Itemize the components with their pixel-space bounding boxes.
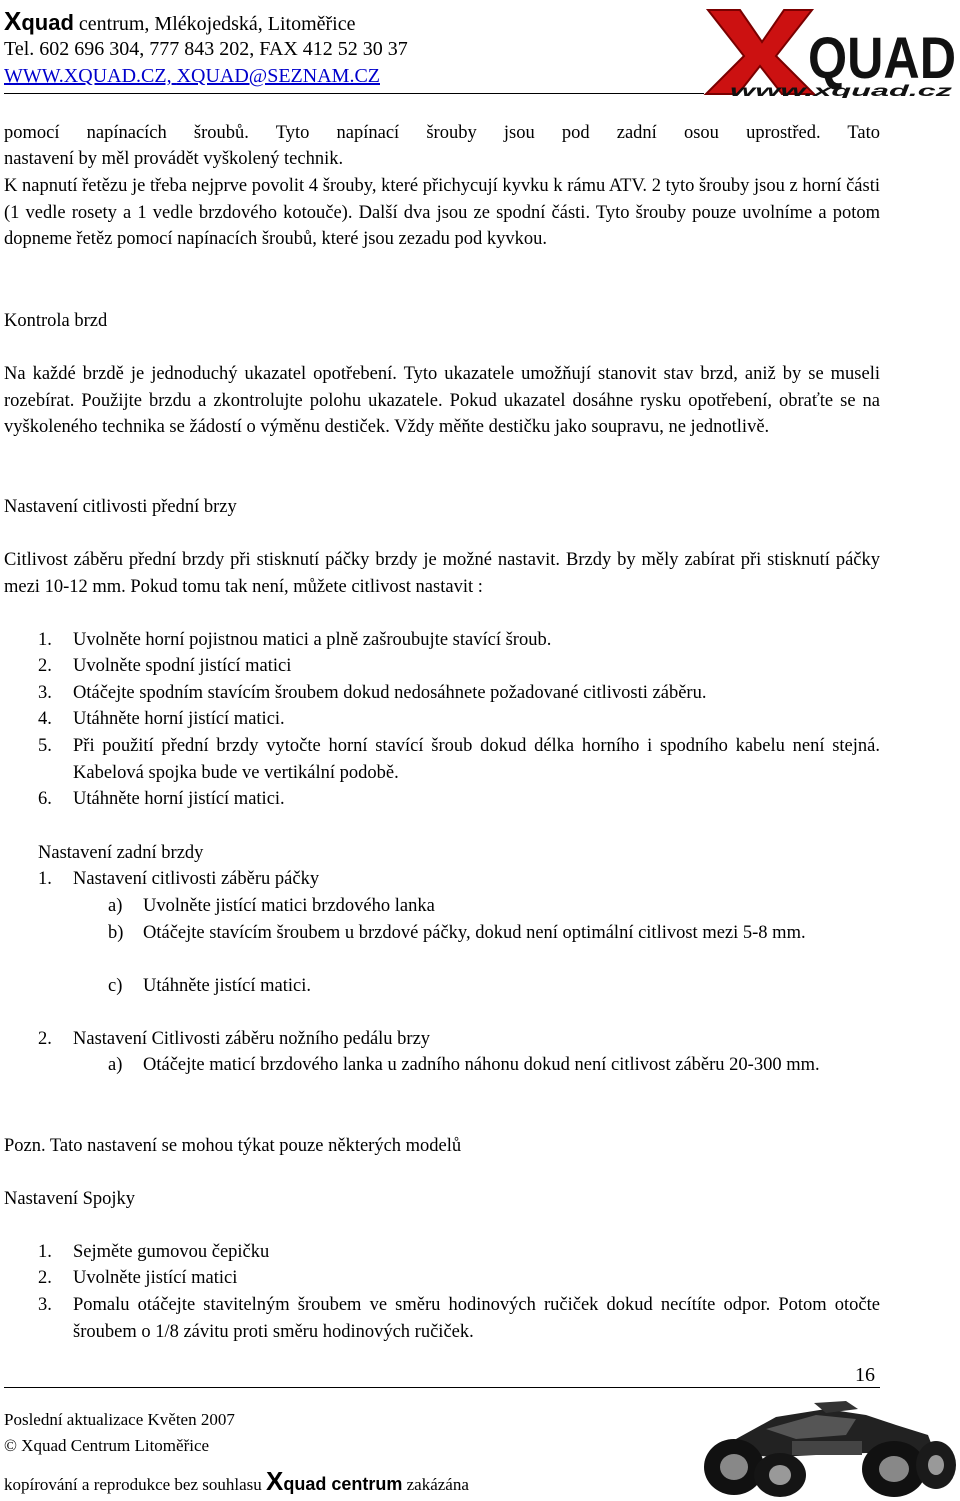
paragraph-tensioners-line2: nastavení by měl provádět vyškolený technik. — [4, 149, 344, 169]
header-web-line[interactable] — [4, 63, 380, 89]
heading-clutch: Nastavení Spojky — [4, 1189, 136, 1209]
list-item: a) Uvolněte jistící matici brzdového lanka — [108, 896, 435, 916]
list-item: 1. Sejměte gumovou čepičku — [38, 1242, 270, 1262]
list-item: 2. Uvolněte spodní jistící matici — [38, 656, 292, 676]
paragraph-front-brake: Citlivost záběru přední brzdy při stisknutí páčky brzdy je možné nastavit. Brzdy by měly zabírat při stisknutí páčky mezi 10-12 mm. Pokud tomu tak není, můžete citlivost nastavit : — [4, 550, 880, 597]
header-brand: Xquad — [4, 6, 74, 36]
heading-rear-brake: Nastavení zadní brzdy — [38, 843, 204, 863]
paragraph-chain-tension: K napnutí řetězu je třeba nejprve povolit 4 šrouby, které přichycují kyvku k rámu ATV. 2 tyto šrouby jsou z horní části (1 vedle rosety a 1 vedle brzdového kotouče). Další dva jsou ze spodní části. Tyto šrouby pouze uvolníme a potom dopneme řetěz pomocí napínacích šroubů, které jsou zezadu pod kyvkou. — [4, 176, 880, 249]
list-item: a) Otáčejte maticí brzdového lanka u zadního náhonu dokud není citlivost záběru 20-300 mm. — [108, 1055, 820, 1075]
list-item: 1. Uvolněte horní pojistnou matici a plně zašroubujte stavící šroub. — [38, 630, 552, 650]
header-phone: Tel. 602 696 304, 777 843 202, FAX 412 52 30 37 — [4, 38, 408, 60]
list-item: 6. Utáhněte horní jistící matici. — [38, 789, 285, 809]
footer-updated: Poslední aktualizace Květen 2007 — [4, 1410, 235, 1429]
header-email-link[interactable]: XQUAD@SEZNAM.CZ — [176, 65, 380, 87]
heading-brake-check: Kontrola brzd — [4, 311, 108, 331]
page-header — [0, 0, 960, 100]
logo-url-text: www.xquad.cz — [730, 83, 952, 98]
footer-brand: Xquad centrum — [266, 1466, 403, 1496]
header-divider — [4, 93, 704, 94]
list-item: b) Otáčejte stavícím šroubem u brzdové páčky, dokud není optimální citlivost mezi 5-8 mm. — [108, 923, 806, 943]
list-item: 2. Nastavení Citlivosti záběru nožního pedálu brzy — [38, 1029, 431, 1049]
header-address: centrum, Mlékojedská, Litoměřice — [73, 13, 356, 35]
footer-divider — [4, 1387, 880, 1388]
list-item: 3. Pomalu otáčejte stavitelným šroubem ve směru hodinových ručiček dokud necítíte odpor. Potom otočte šroubem o 1/8 závitu proti směru hodinových ručiček. — [38, 1295, 880, 1342]
list-item: 1. Nastavení citlivosti záběru páčky — [38, 869, 320, 889]
footer-copyright: © Xquad Centrum Litoměřice — [4, 1436, 210, 1455]
atv-image — [696, 1395, 958, 1499]
page-number: 16 — [855, 1364, 875, 1386]
note-models: Pozn. Tato nastavení se mohou týkat pouze některých modelů — [4, 1136, 462, 1156]
list-item: 2. Uvolněte jistící matici — [38, 1268, 238, 1288]
heading-front-brake: Nastavení citlivosti přední brzy — [4, 497, 237, 517]
list-item: c) Utáhněte jistící matici. — [108, 976, 311, 996]
list-item: 4. Utáhněte horní jistící matici. — [38, 709, 285, 729]
xquad-logo — [700, 6, 958, 98]
footer-notice: kopírování a reprodukce bez souhlasu Xquad centrum zakázána — [4, 1466, 469, 1496]
header-web-link[interactable]: WWW.XQUAD.CZ, — [4, 65, 172, 87]
logo-quad-text: QUAD — [808, 26, 956, 91]
list-item: 3. Otáčejte spodním stavícím šroubem dokud nedosáhnete požadované citlivosti záběru. — [38, 683, 707, 703]
list-item: 5. Při použití přední brzdy vytočte horní stavící šroub dokud délka horního i spodního kabelu není stejná. Kabelová spojka bude ve vertikální podobě. — [38, 736, 880, 783]
paragraph-tensioners-line1: pomocí napínacích šroubů. Tyto napínací šrouby jsou pod zadní osou uprostřed. Tato — [4, 123, 880, 143]
paragraph-brake-wear: Na každé brzdě je jednoduchý ukazatel opotřebení. Tyto ukazatele umožňují stanovit stav brzd, aniž by se museli rozebírat. Použijte brzdu a zkontrolujte polohu ukazatele. Pokud ukazatel dosáhne rysku opotřebení, obraťte se na vyškoleného technika se žádostí o výměnu destiček. Vždy měňte destičku jako soupravu, ne jednotlivě. — [4, 364, 880, 437]
header-address-line — [4, 8, 355, 37]
